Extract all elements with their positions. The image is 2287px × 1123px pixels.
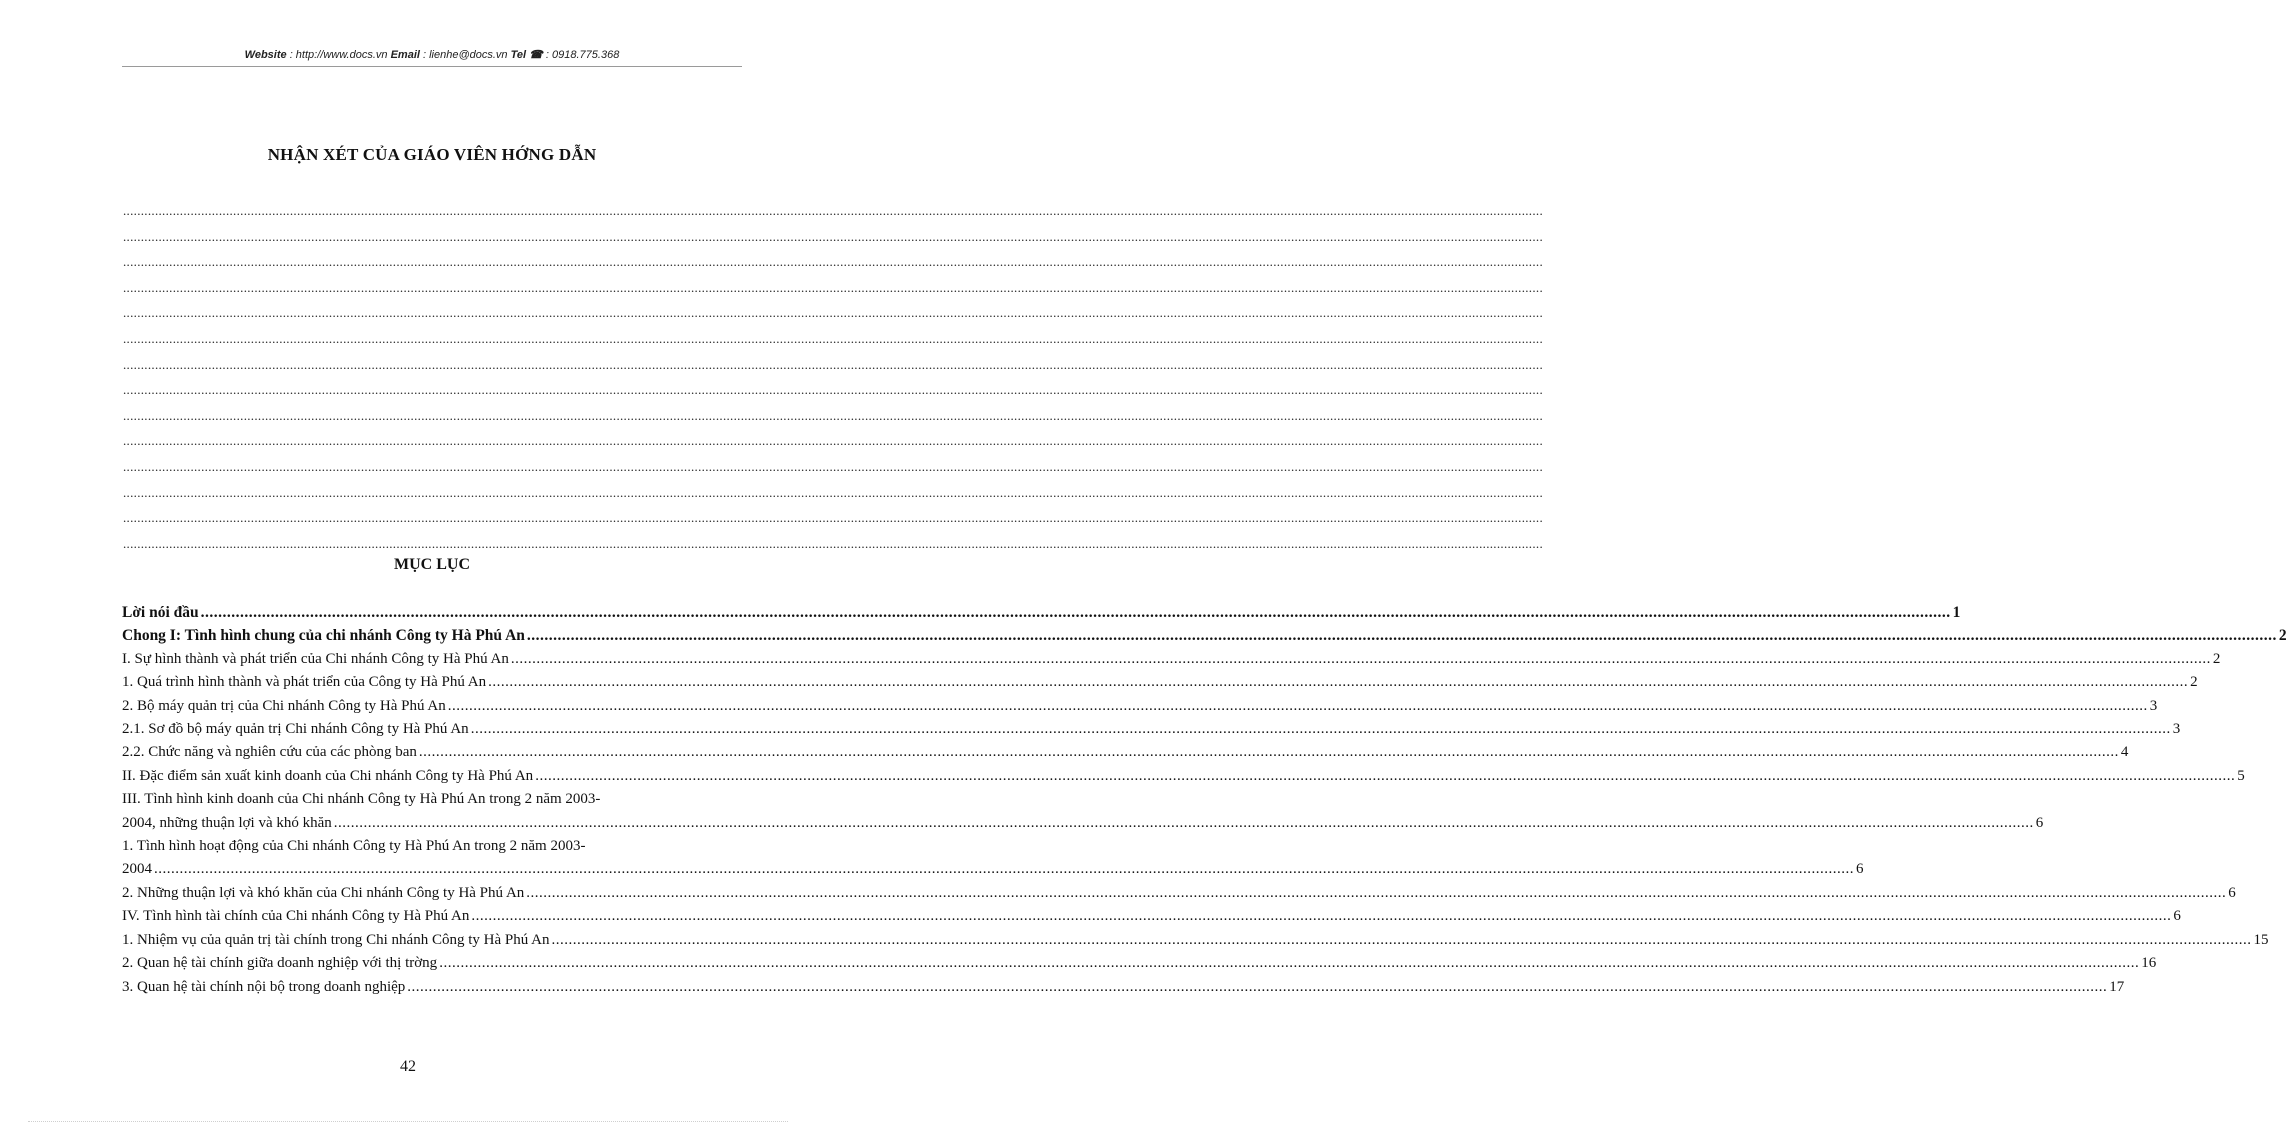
toc-page-number: 6 bbox=[2228, 884, 2236, 901]
comment-dot-line: ................................................................................................................................................................................................................................................................................................................................................................................................................ bbox=[123, 382, 1543, 398]
toc-leader-dots: ................................................................................................................................................................................................................................................................................................................................................................................................................ bbox=[200, 604, 1951, 621]
toc-page-number: 2 bbox=[2212, 650, 2221, 667]
toc-leader-dots: ................................................................................................................................................................................................................................................................................................................................................................................................................ bbox=[418, 744, 2119, 761]
toc-entry-text: 1. Nhiệm vụ của quản trị tài chính trong Chi nhánh Công ty Hà Phú An bbox=[122, 931, 550, 948]
comment-dot-line: ................................................................................................................................................................................................................................................................................................................................................................................................................ bbox=[123, 407, 1543, 423]
comment-lines bbox=[123, 198, 1543, 556]
toc-entry-text: 2004 bbox=[122, 861, 152, 878]
toc-leader-dots: ................................................................................................................................................................................................................................................................................................................................................................................................................ bbox=[447, 697, 2148, 714]
toc-entry-text: 2. Những thuận lợi và khó khăn của Chi nhánh Công ty Hà Phú An bbox=[122, 884, 525, 901]
toc-row[interactable] bbox=[122, 952, 2157, 975]
comment-dot-line: ................................................................................................................................................................................................................................................................................................................................................................................................................ bbox=[123, 510, 1543, 526]
toc-leader-dots: ................................................................................................................................................................................................................................................................................................................................................................................................................ bbox=[535, 767, 2236, 784]
email-value: : lienhe@docs.vn bbox=[419, 49, 511, 61]
toc-page-number: 6 bbox=[2035, 814, 2044, 831]
toc-leader-dots: ................................................................................................................................................................................................................................................................................................................................................................................................................ bbox=[471, 908, 2172, 925]
tel-value: : 0918.775.368 bbox=[542, 49, 620, 61]
toc-leader-dots: ................................................................................................................................................................................................................................................................................................................................................................................................................ bbox=[154, 861, 1854, 878]
comment-dot-line: ................................................................................................................................................................................................................................................................................................................................................................................................................ bbox=[123, 330, 1543, 346]
toc-leader-dots: ................................................................................................................................................................................................................................................................................................................................................................................................................ bbox=[439, 955, 2140, 972]
toc-row[interactable] bbox=[122, 624, 2287, 647]
comment-dot-line: ................................................................................................................................................................................................................................................................................................................................................................................................................ bbox=[123, 356, 1543, 372]
toc-title: MỤC LỤC bbox=[394, 556, 470, 573]
toc-leader-dots: ................................................................................................................................................................................................................................................................................................................................................................................................................ bbox=[407, 978, 2108, 995]
toc-leader-dots: ................................................................................................................................................................................................................................................................................................................................................................................................................ bbox=[526, 627, 2277, 645]
toc-row[interactable] bbox=[122, 858, 1864, 881]
toc-page-number: 1 bbox=[1952, 604, 1961, 621]
toc-entry-text: III. Tình hình kinh doanh của Chi nhánh Công ty Hà Phú An trong 2 năm 2003- bbox=[122, 791, 601, 808]
page-number: 42 bbox=[400, 1058, 416, 1075]
toc-entry-text: 2.1. Sơ đồ bộ máy quản trị Chi nhánh Công ty Hà Phú An bbox=[122, 721, 469, 738]
toc-page-number: 17 bbox=[2109, 978, 2125, 995]
toc-entry-text: Lời nói đầu bbox=[122, 604, 199, 621]
toc-leader-dots: ................................................................................................................................................................................................................................................................................................................................................................................................................ bbox=[551, 931, 2252, 948]
toc-row[interactable] bbox=[122, 976, 2125, 999]
comment-dot-line: ................................................................................................................................................................................................................................................................................................................................................................................................................ bbox=[123, 305, 1543, 321]
table-of-contents bbox=[122, 601, 2287, 1028]
toc-row[interactable] bbox=[122, 835, 742, 858]
comment-dot-line: ................................................................................................................................................................................................................................................................................................................................................................................................................ bbox=[123, 279, 1543, 295]
toc-leader-dots: ................................................................................................................................................................................................................................................................................................................................................................................................................ bbox=[526, 884, 2227, 901]
comment-dot-line: ................................................................................................................................................................................................................................................................................................................................................................................................................ bbox=[123, 535, 1543, 551]
toc-entry-text: 3. Quan hệ tài chính nội bộ trong doanh nghiệp bbox=[122, 978, 406, 995]
toc-leader-dots: ................................................................................................................................................................................................................................................................................................................................................................................................................ bbox=[333, 814, 2034, 831]
toc-leader-dots: ................................................................................................................................................................................................................................................................................................................................................................................................................ bbox=[470, 721, 2171, 738]
footer-divider bbox=[28, 1121, 788, 1122]
comment-dot-line: ................................................................................................................................................................................................................................................................................................................................................................................................................ bbox=[123, 458, 1543, 474]
toc-entry-text: II. Đặc điểm sản xuất kinh doanh của Chi nhánh Công ty Hà Phú An bbox=[122, 767, 534, 784]
toc-entry-text: 2.2. Chức năng và nghiên cứu của các phòng ban bbox=[122, 744, 417, 761]
toc-row[interactable] bbox=[122, 765, 2245, 788]
toc-page-number: 6 bbox=[2173, 908, 2181, 925]
comment-dot-line: ................................................................................................................................................................................................................................................................................................................................................................................................................ bbox=[123, 228, 1543, 244]
toc-page-number: 5 bbox=[2237, 767, 2245, 784]
toc-page-number: 15 bbox=[2253, 931, 2269, 948]
page-header bbox=[122, 48, 742, 61]
toc-entry-text: 2004, những thuận lợi và khó khăn bbox=[122, 814, 332, 831]
comment-dot-line: ................................................................................................................................................................................................................................................................................................................................................................................................................ bbox=[123, 433, 1543, 449]
toc-row[interactable] bbox=[122, 601, 1961, 624]
page-title: NHẬN XÉT CỦA GIÁO VIÊN HỚNG DẪN bbox=[267, 145, 597, 164]
toc-entry-text: 1. Quá trình hình thành và phát triển của Công ty Hà Phú An bbox=[122, 674, 487, 691]
toc-page-number: 3 bbox=[2172, 721, 2181, 738]
toc-leader-dots: ................................................................................................................................................................................................................................................................................................................................................................................................................ bbox=[488, 674, 2189, 691]
toc-leader-dots: ................................................................................................................................................................................................................................................................................................................................................................................................................ bbox=[510, 650, 2211, 667]
toc-entry-text: IV. Tình hình tài chính của Chi nhánh Công ty Hà Phú An bbox=[122, 908, 470, 925]
toc-row[interactable] bbox=[122, 812, 2044, 835]
toc-entry-text: 2. Bộ máy quản trị của Chi nhánh Công ty Hà Phú An bbox=[122, 697, 446, 714]
comment-dot-line: ................................................................................................................................................................................................................................................................................................................................................................................................................ bbox=[123, 203, 1543, 218]
toc-row[interactable] bbox=[122, 648, 2221, 671]
toc-entry-text: 2. Quan hệ tài chính giữa doanh nghiệp với thị trờng bbox=[122, 955, 438, 972]
toc-row[interactable] bbox=[122, 741, 2129, 764]
comment-dot-line: ................................................................................................................................................................................................................................................................................................................................................................................................................ bbox=[123, 484, 1543, 500]
toc-entry-text: 1. Tình hình hoạt động của Chi nhánh Công ty Hà Phú An trong 2 năm 2003- bbox=[122, 838, 586, 855]
toc-row[interactable] bbox=[122, 929, 2269, 952]
toc-entry-text: I. Sự hình thành và phát triển của Chi nhánh Công ty Hà Phú An bbox=[122, 650, 509, 667]
toc-page-number: 16 bbox=[2141, 955, 2157, 972]
toc-page-number: 6 bbox=[1856, 861, 1864, 878]
email-label: Email bbox=[390, 49, 420, 61]
header-divider bbox=[122, 66, 742, 67]
toc-page-number: 2 bbox=[2278, 627, 2287, 645]
comment-dot-line: ................................................................................................................................................................................................................................................................................................................................................................................................................ bbox=[123, 254, 1543, 270]
tel-label: Tel ☎ bbox=[510, 49, 543, 61]
toc-entry-text: Chong I: Tình hình chung của chi nhánh Công ty Hà Phú An bbox=[122, 627, 525, 645]
website-value: : http://www.docs.vn bbox=[286, 49, 391, 61]
toc-row[interactable] bbox=[122, 718, 2181, 741]
toc-page-number: 4 bbox=[2120, 744, 2129, 761]
toc-row[interactable] bbox=[122, 882, 2236, 905]
toc-row[interactable] bbox=[122, 695, 2158, 718]
website-label: Website bbox=[244, 49, 287, 61]
toc-row[interactable] bbox=[122, 788, 742, 811]
toc-row[interactable] bbox=[122, 905, 2181, 928]
toc-row[interactable] bbox=[122, 671, 2198, 694]
toc-page-number: 2 bbox=[2190, 674, 2198, 691]
toc-page-number: 3 bbox=[2149, 697, 2158, 714]
